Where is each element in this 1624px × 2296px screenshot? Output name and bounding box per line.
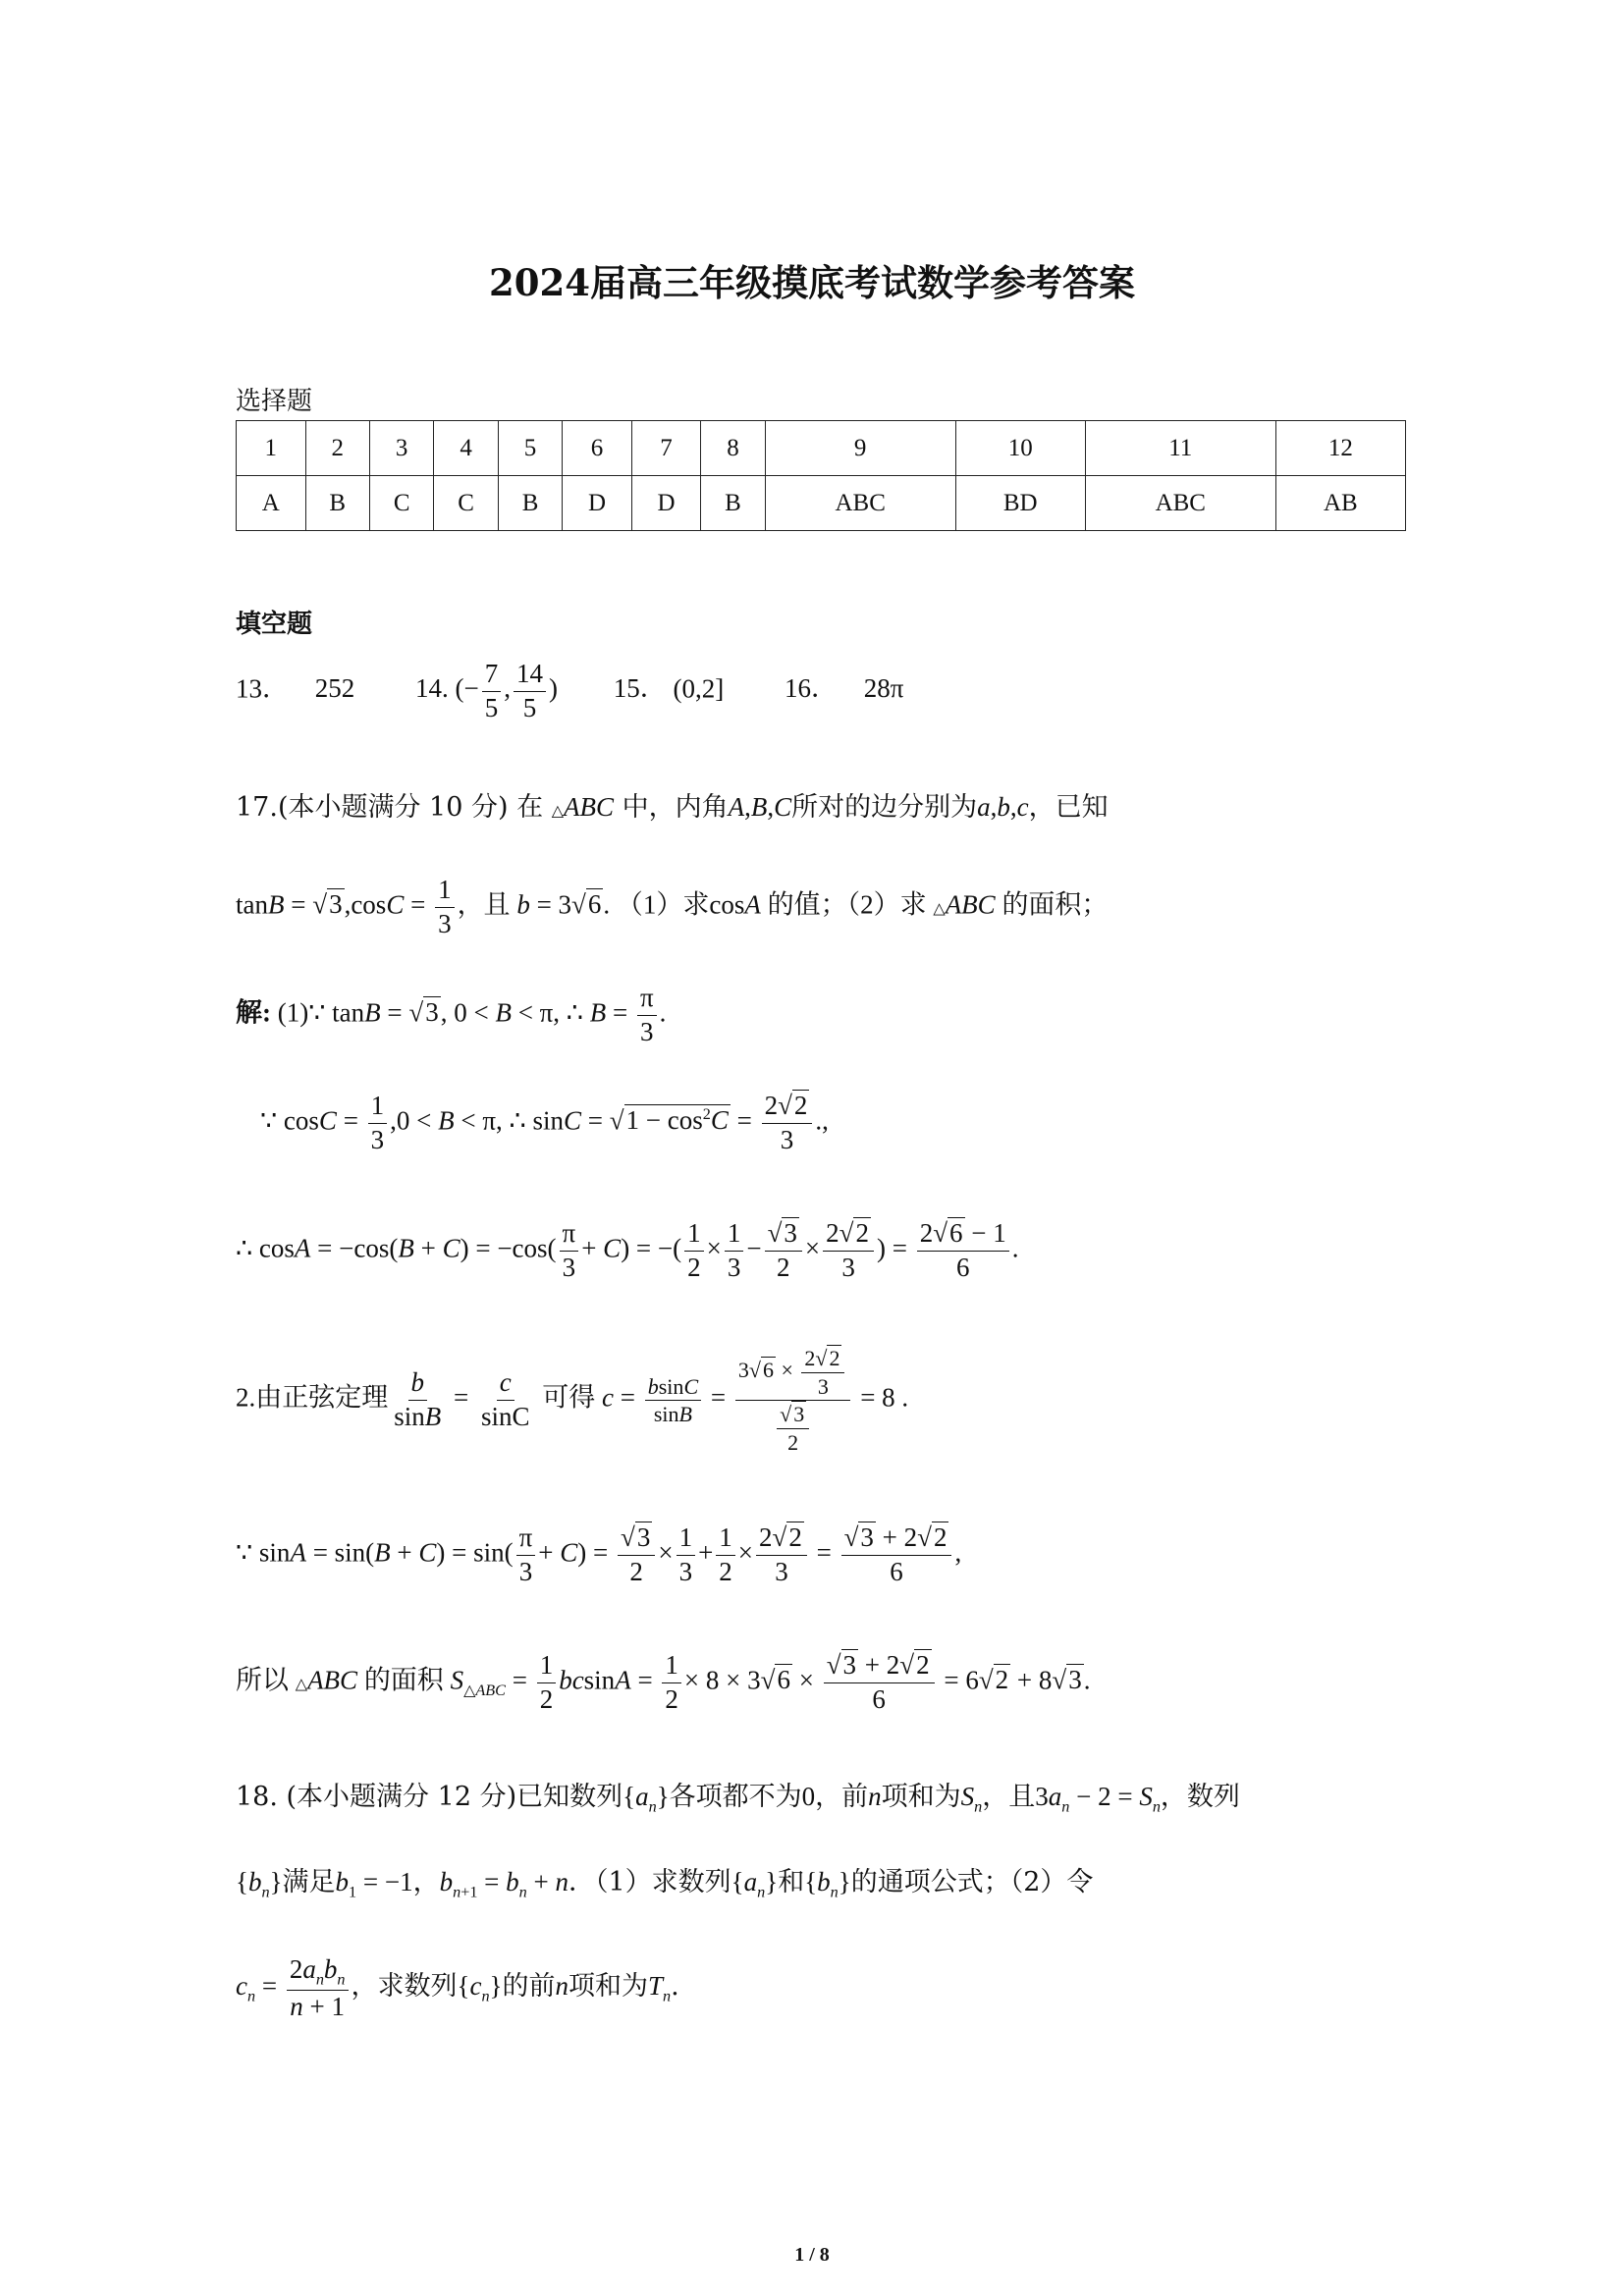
solution-step-5: ∵ sinA = sin(B + C) = sin( $\frac{\pi}{3}$ + C) = $\frac{√3}{2}$ × $\frac{1}{3}$ + $\frac{1}{2}$ × $\frac{2√2}{3}$ = $\frac{√3 + 2√2}{6}$ ,	[236, 1522, 962, 1586]
question-number: 7	[631, 421, 701, 476]
answer-cell: ABC	[1085, 476, 1275, 531]
question-number: 9	[765, 421, 955, 476]
answer-cell: B	[498, 476, 562, 531]
table-row	[237, 421, 1406, 476]
question-number: 1	[237, 421, 306, 476]
problem-18-line-2: $\{b_n\}$满足$b_1 = -1$，$b_{n+1} = b_n + n$．（1）求数列$\{a_n\}$和$\{b_n\}$的通项公式；（2）令	[236, 1867, 1094, 1901]
problem-17-given: tanB = √3,cosC = $\frac{1}{3}$ ，且 b = 3√6. （1）求cosA 的值；（2）求 △ABC 的面积；	[236, 875, 1109, 938]
answer-cell: AB	[1275, 476, 1405, 531]
question-number: 5	[498, 421, 562, 476]
question-number: 3	[369, 421, 433, 476]
answer-cell: BD	[955, 476, 1085, 531]
question-number: 11	[1085, 421, 1275, 476]
q16-answer: 28π	[863, 673, 904, 704]
solution-step-3: ∴ cosA = −cos(B + C) = −cos( $\frac{\pi}{3}$ + C) = −( $\frac{1}{2}$ × $\frac{1}{3}$ − $\frac{√3}{2}$ × $\frac{2√2}{3}$ ) = $\frac{2√6 - 1}{6}$ .	[236, 1218, 1019, 1282]
q15-number: 15．	[613, 673, 667, 704]
question-number: 8	[701, 421, 765, 476]
problem-18-line-1: 18. (本小题满分 12 分)已知数列$\{a_n\}$各项都不为0，前n项和为$S_n$，且$3a_n - 2 = S_n$，数列	[236, 1782, 1240, 1816]
fill-heading: 填空题	[236, 610, 313, 639]
fill-answers	[236, 658, 903, 725]
answer-cell: B	[701, 476, 765, 531]
q13-answer: 252	[314, 673, 355, 704]
page-number: 1 / 8	[794, 2244, 830, 2266]
question-number: 2	[305, 421, 369, 476]
q14-answer: (− $\frac{7}{5}$ , $\frac{14}{5}$ )	[455, 659, 558, 722]
solution-step-6: 所以 △ABC 的面积 $S_{\triangle ABC}$ = $\frac{1}{2}$ bcsinA = $\frac{1}{2}$ × 8 × 3√6 × $\frac{√3 + 2√2}{6}$ = 6√2 + 8√3.	[236, 1650, 1091, 1714]
problem-18-line-3: $c_n$ = $\frac{2a_nb_n}{n + 1}$ ，求数列$\{c_n\}$的前n项和为$T_n$.	[236, 1954, 679, 2021]
solution-step-2: ∵ cosC = $\frac{1}{3}$ ,0 < B < π, ∴ $\sin C = √1 - \cos^2C$ = $\frac{2√2}{3}$ .,	[260, 1091, 829, 1154]
answer-cell: B	[305, 476, 369, 531]
q13-number: 13．	[236, 673, 289, 704]
question-number: 12	[1275, 421, 1405, 476]
answer-cell: A	[237, 476, 306, 531]
solution-step-4: 2.由正弦定理 $\frac{b}{\sin B}$ = $\frac{c}{\sin C}$ 可得 c = $\frac{bsinC}{\sin B}$ = 3√6 × $\frac{2√2}{3}$ $\frac{√3}{2}$ = 8 .	[236, 1346, 909, 1455]
table-row	[237, 476, 1406, 531]
answer-cell: C	[434, 476, 498, 531]
answer-cell: D	[563, 476, 632, 531]
question-number: 6	[563, 421, 632, 476]
answer-cell: C	[369, 476, 433, 531]
problem-17-statement: 17.(本小题满分 10 分) 在 △ABC 中，内角A,B,C所对的边分别为a,b,c，已知	[236, 792, 1109, 823]
answer-table	[236, 420, 1406, 531]
mcq-heading: 选择题	[236, 387, 313, 416]
answer-cell: D	[631, 476, 701, 531]
question-number: 4	[434, 421, 498, 476]
q15-answer: (0,2]	[673, 673, 725, 704]
q16-number: 16．	[784, 673, 838, 704]
answer-cell: ABC	[765, 476, 955, 531]
solution-step-1: 解: (1)∵ tanB = √3, 0 < B < π, ∴ B = $\frac{\pi}{3}$ .	[236, 983, 667, 1046]
q14-number: 14.	[415, 673, 449, 704]
question-number: 10	[955, 421, 1085, 476]
page-title: 2024届高三年级摸底考试数学参考答案	[489, 261, 1135, 304]
